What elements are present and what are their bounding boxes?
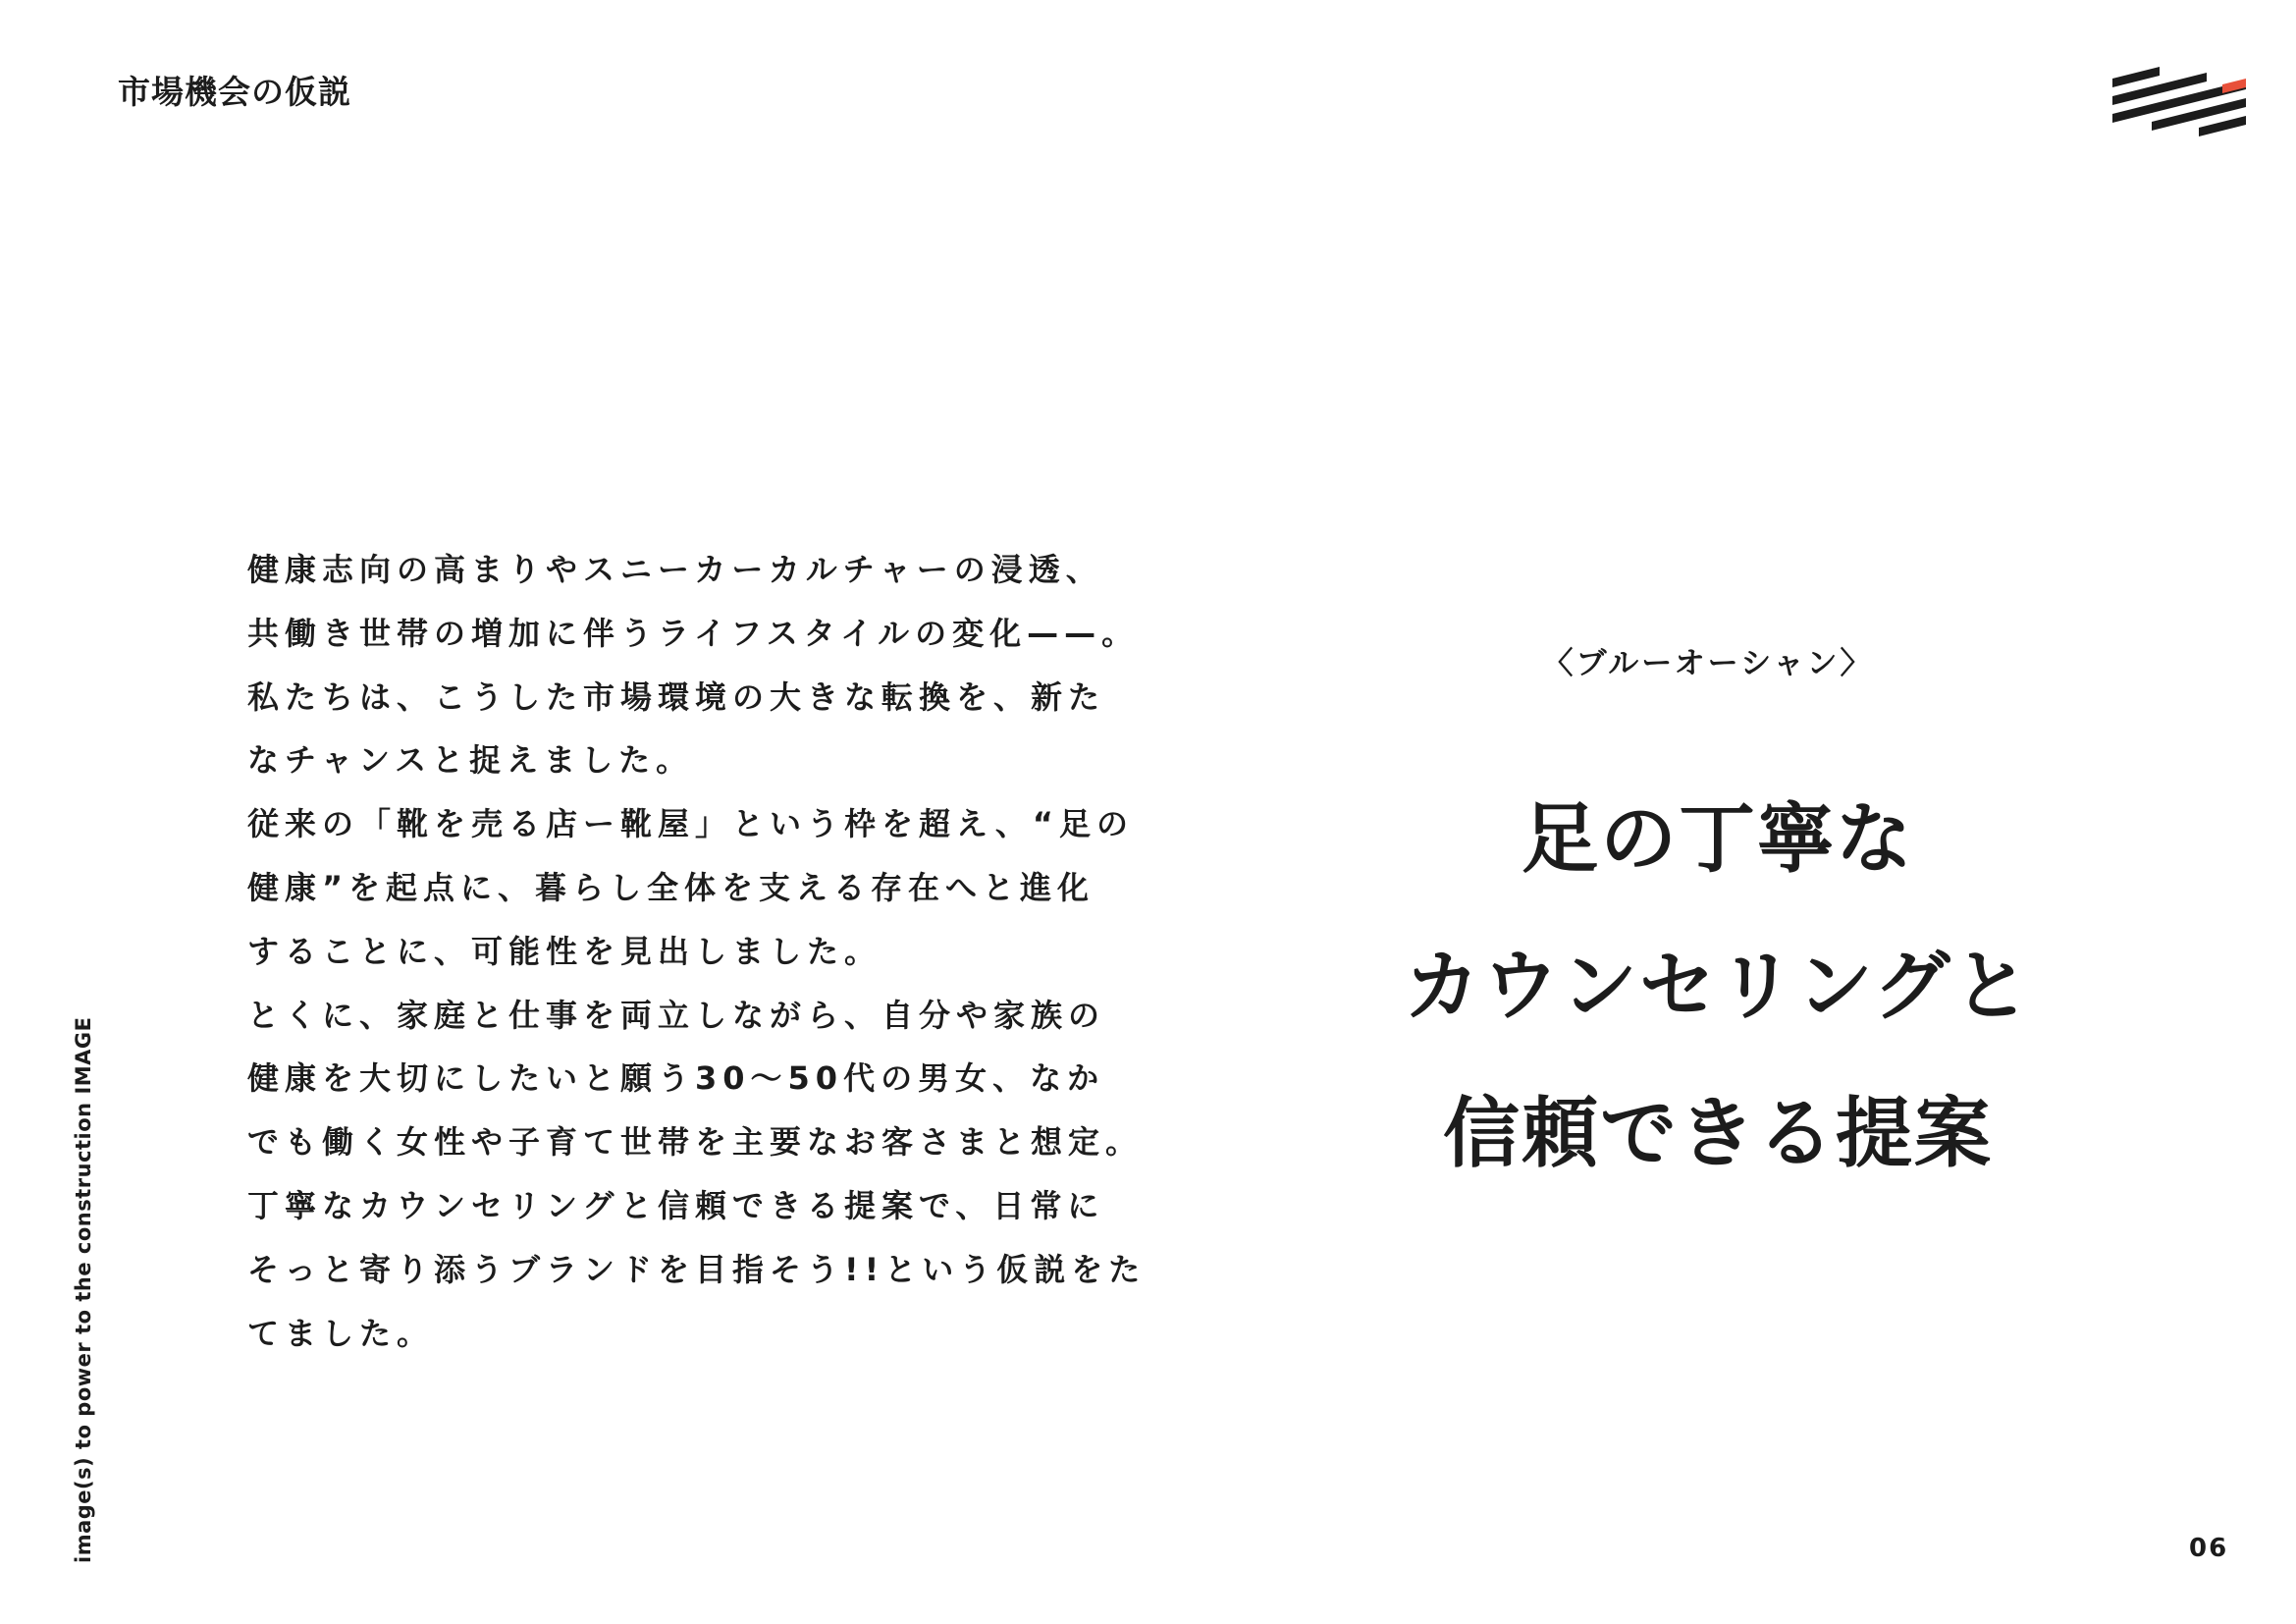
headline-line: 信頼できる提案	[1442, 1090, 1993, 1178]
logo-stripe-1	[2112, 67, 2160, 87]
brand-logo-icon	[2112, 67, 2246, 149]
headline-line: カウンセリングと	[1403, 943, 2032, 1031]
body-line: 私たちは、こうした市場環境の大きな転換を、新た	[247, 677, 1106, 716]
body-line: てました。	[247, 1314, 435, 1352]
body-line: 健康”を起点に、暮らし全体を支える存在へと進化	[247, 868, 1095, 906]
body-line: 丁寧なカウンセリングと信頼できる提案で、日常に	[247, 1186, 1105, 1224]
side-caption: image(s) to power to the construction IMAGE	[72, 1016, 95, 1563]
body-text	[247, 538, 1147, 1365]
body-line: することに、可能性を見出しました。	[247, 932, 882, 970]
page-number: 06	[2189, 1534, 2229, 1563]
headline-line: 足の丁寧な	[1521, 795, 1914, 884]
tagline: 〈ブルーオーシャン〉	[1542, 646, 1874, 681]
body-line: 健康志向の高まりやスニーカーカルチャーの浸透、	[247, 551, 1103, 588]
body-line: そっと寄り添うブランドを目指そう!!という仮説をた	[247, 1250, 1147, 1288]
body-line: 健康を大切にしたいと願う30〜50代の男女、なか	[247, 1059, 1105, 1098]
logo-stripe-5	[2199, 116, 2246, 136]
body-line: とくに、家庭と仕事を両立しながら、自分や家族の	[247, 996, 1106, 1034]
body-line: 共働き世帯の増加に伴うライフスタイルの変化——。	[247, 614, 1140, 652]
body-line: でも働く女性や子育て世帯を主要なお客さまと想定。	[247, 1123, 1144, 1162]
body-line: 従来の「靴を売る店ー靴屋」という枠を超え、“足の	[247, 805, 1134, 843]
page-title: 市場機会の仮説	[118, 73, 351, 111]
headline	[1315, 766, 2120, 1208]
body-line: なチャンスと捉えました。	[247, 741, 694, 780]
